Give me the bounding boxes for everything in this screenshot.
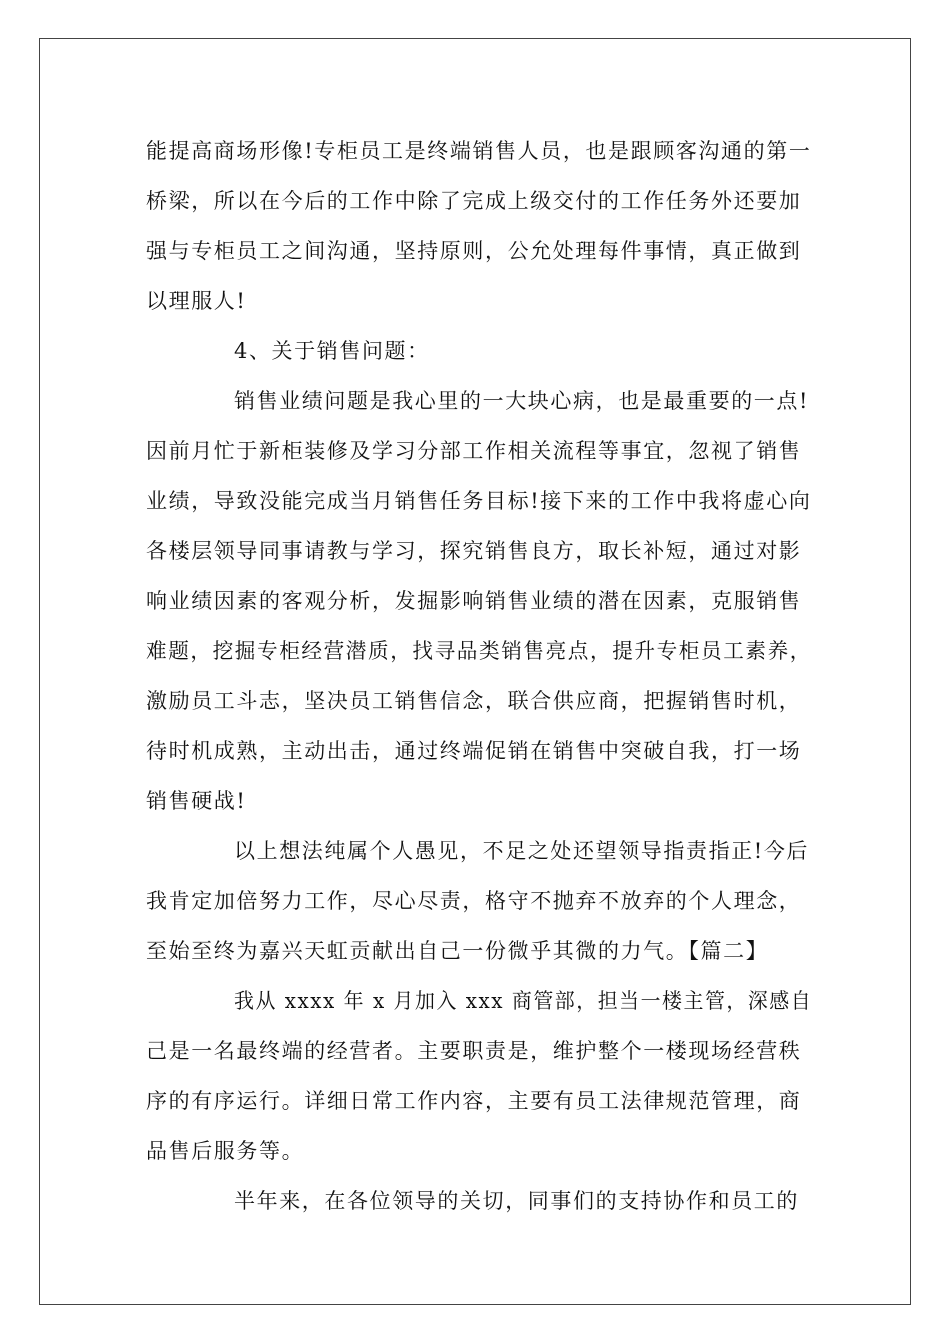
paragraph-start: 我从 xxxx 年 x 月加入 xxx 商管部，担当一楼主管，深感自 bbox=[234, 989, 813, 1013]
text-line: 业绩，导致没能完成当月销售任务目标!接下来的工作中我将虚心向 bbox=[146, 489, 812, 513]
text-line: 响业绩因素的客观分析，发掘影响销售业绩的潜在因素，克服销售 bbox=[146, 589, 802, 613]
text-line: 以理服人! bbox=[146, 289, 247, 313]
text-line: 能提高商场形像!专柜员工是终端销售人员，也是跟顾客沟通的第一 bbox=[146, 139, 812, 163]
text-line: 桥梁，所以在今后的工作中除了完成上级交付的工作任务外还要加 bbox=[146, 189, 802, 213]
text-line: 序的有序运行。详细日常工作内容，主要有员工法律规范管理，商 bbox=[146, 1089, 802, 1113]
text-line: 激励员工斗志，坚决员工销售信念，联合供应商，把握销售时机， bbox=[146, 689, 802, 713]
section-heading: 4、关于销售问题： bbox=[234, 339, 430, 363]
text-line: 难题，挖掘专柜经营潜质，找寻品类销售亮点，提升专柜员工素养， bbox=[146, 639, 812, 663]
text-line: 各楼层领导同事请教与学习，探究销售良方，取长补短，通过对影 bbox=[146, 539, 802, 563]
paragraph-start: 半年来，在各位领导的关切，同事们的支持协作和员工的 bbox=[234, 1189, 799, 1213]
text-line: 销售硬战! bbox=[146, 789, 247, 813]
text-line: 因前月忙于新柜装修及学习分部工作相关流程等事宜，忽视了销售 bbox=[146, 439, 802, 463]
text-line: 强与专柜员工之间沟通，坚持原则，公允处理每件事情，真正做到 bbox=[146, 239, 802, 263]
paragraph-start: 销售业绩问题是我心里的一大块心病，也是最重要的一点! bbox=[234, 389, 810, 413]
text-line: 我肯定加倍努力工作，尽心尽责，格守不抛弃不放弃的个人理念， bbox=[146, 889, 802, 913]
text-line: 至始至终为嘉兴天虹贡献出自己一份微乎其微的力气。【篇二】 bbox=[146, 939, 769, 963]
text-line: 品售后服务等。 bbox=[146, 1139, 305, 1163]
paragraph-start: 以上想法纯属个人愚见，不足之处还望领导指责指正!今后 bbox=[234, 839, 810, 863]
text-line: 己是一名最终端的经营者。主要职责是，维护整个一楼现场经营秩 bbox=[146, 1039, 802, 1063]
text-line: 待时机成熟，主动出击，通过终端促销在销售中突破自我，打一场 bbox=[146, 739, 802, 763]
